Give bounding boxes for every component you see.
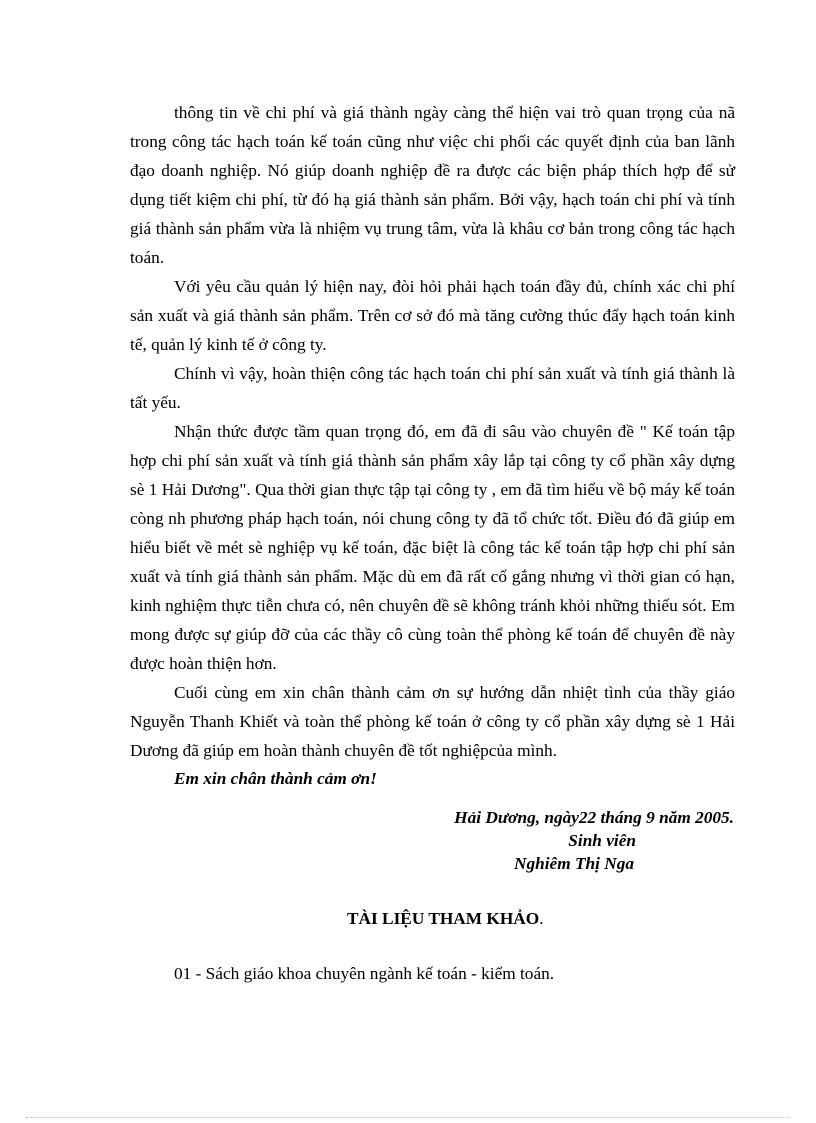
reference-item: 01 - Sách giáo khoa chuyên ngành kế toán - kiểm toán. (174, 964, 555, 983)
signature-block (454, 806, 734, 875)
references-title-text: TÀI LIỆU THAM KHẢO (347, 909, 540, 928)
paragraph-conclusion: Chính vì vậy, hoàn thiện công tác hạch toán chi phí sản xuất và tính giá thành là tất yếu. (130, 364, 735, 412)
paragraph-requirements: Với yêu cầu quản lý hiện nay, đòi hỏi phải hạch toán đầy đủ, chính xác chi phí sản xuất và giá thành sản phẩm. Trên cơ sở đó mà tăng cường thúc đẩy hạch toán kinh tế, quản lý kinh tế ở công ty. (130, 277, 735, 354)
references-title (347, 908, 544, 930)
signature-place-date: Hải Dương, ngày22 tháng 9 năm 2005. (454, 808, 734, 827)
signature-name: Nghiêm Thị Nga (513, 854, 634, 873)
references-title-punct: . (539, 909, 544, 928)
signature-role: Sinh viên (568, 831, 636, 850)
paragraph-thanks: Cuối cùng em xin chân thành cảm ơn sự hướng dẫn nhiệt tình của thầy giáo Nguyễn Thanh Khiết và toàn thể phòng kế toán ở công ty cổ phần xây dựng sè 1 Hải Dương đã giúp em hoàn thành chuyên đề tốt nghiệpcủa mình. (130, 683, 735, 760)
paragraph-awareness: Nhận thức được tầm quan trọng đó, em đã đi sâu vào chuyên đề " Kế toán tập hợp chi phí sản xuất và tính giá thành sản phẩm xây lắp tại công ty cổ phần xây dựng sè 1 Hải Dương". Qua thời gian thực tập tại công ty , em đã tìm hiểu về bộ máy kế toán còng nh phương pháp hạch toán, nói chung công ty đã tổ chức tốt. Điều đó đã giúp em hiểu biết về mét sè nghiệp vụ kế toán, đặc biệt là công tác kế toán tập hợp chi phí sản xuất và tính giá thành sản phẩm. Mặc dù em đã rất cố gắng nhưng vì thời gian có hạn, kinh nghiệm thực tiễn chưa có, nên chuyên đề sẽ không tránh khỏi những thiếu sót. Em mong được sự giúp đỡ của các thầy cô cùng toàn thể phòng kế toán để chuyên đề này được hoàn thiện hơn. (130, 422, 735, 673)
page-bottom-rule (26, 1117, 790, 1118)
body-text (130, 98, 735, 765)
paragraph-continuation: thông tin về chi phí và giá thành ngày càng thể hiện vai trò quan trọng của nã trong công tác hạch toán kế toán cũng như việc chi phối các quyết định của ban lãnh đạo doanh nghiệp. Nó giúp doanh nghiệp đề ra được các biện pháp thích hợp để sử dụng tiết kiệm chi phí, từ đó hạ giá thành sản phẩm. Bởi vậy, hạch toán chi phí và tính giá thành sản phẩm vừa là nhiệm vụ trung tâm, vừa là khâu cơ bản trong công tác hạch toán. (130, 103, 735, 267)
closing-thanks: Em xin chân thành cảm ơn! (174, 769, 377, 788)
